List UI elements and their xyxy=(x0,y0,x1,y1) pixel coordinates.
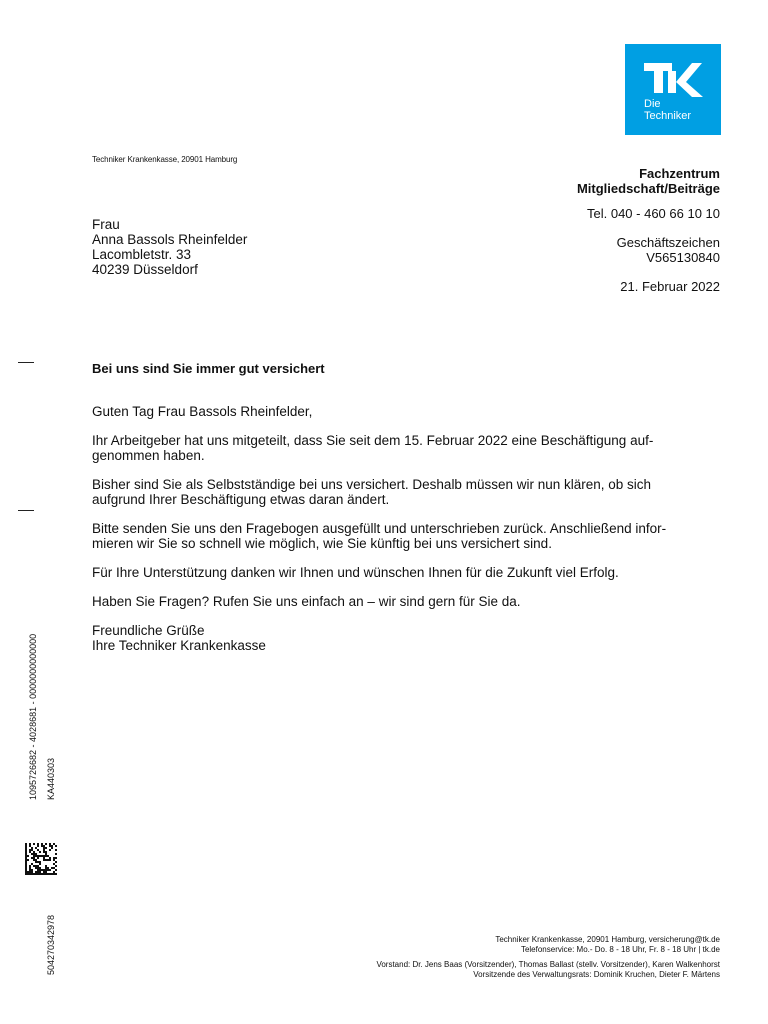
recipient-address xyxy=(92,217,247,277)
datamatrix-code xyxy=(25,843,57,875)
department-line2: Mitgliedschaft/Beiträge xyxy=(576,181,720,196)
side-code-3: 504270342978 xyxy=(46,914,56,975)
side-code-2: KA440303 xyxy=(46,757,56,800)
footer-line3: Vorstand: Dr. Jens Baas (Vorsitzender), Thomas Ballast (stellv. Vorsitzender), Karen Walkenhorst xyxy=(376,960,720,969)
reference-label: Geschäftszeichen xyxy=(616,235,720,250)
recipient-city: 40239 Düsseldorf xyxy=(92,262,198,277)
footer-board xyxy=(376,960,720,979)
footer-line2: Telefonservice: Mo.- Do. 8 - 18 Uhr, Fr. 8 - 18 Uhr | tk.de xyxy=(520,944,720,954)
fold-mark-top xyxy=(18,362,34,363)
logo-line2: Techniker xyxy=(644,110,692,122)
paragraph-1-line2: genommen haben. xyxy=(92,448,205,463)
department xyxy=(577,166,720,196)
paragraph-1-line1: Ihr Arbeitgeber hat uns mitgeteilt, dass Sie seit dem 15. Februar 2022 eine Beschäftigung auf- xyxy=(92,433,654,448)
datamatrix-code-graphic xyxy=(25,843,57,875)
closing-line2: Ihre Techniker Krankenkasse xyxy=(92,638,266,653)
letter-subject: Bei uns sind Sie immer gut versichert xyxy=(92,361,325,376)
closing-line1: Freundliche Grüße xyxy=(92,623,205,638)
footer-line1: Techniker Krankenkasse, 20901 Hamburg, versicherung@tk.de xyxy=(495,935,720,944)
recipient-name: Anna Bassols Rheinfelder xyxy=(92,232,248,247)
closing xyxy=(92,623,702,653)
paragraph-3-line2: mieren wir Sie so schnell wie möglich, wie Sie künftig bei uns versichert sind. xyxy=(92,536,552,551)
paragraph-1 xyxy=(92,433,702,463)
sender-line: Techniker Krankenkasse, 20901 Hamburg xyxy=(92,155,238,164)
recipient-street: Lacombletstr. 33 xyxy=(92,247,192,262)
paragraph-3-line1: Bitte senden Sie uns den Fragebogen ausgefüllt und unterschrieben zurück. Anschließend infor- xyxy=(92,521,667,536)
logo-line1: Die xyxy=(644,98,661,110)
recipient-salutation: Frau xyxy=(92,217,120,232)
greeting: Guten Tag Frau Bassols Rheinfelder, xyxy=(92,404,313,419)
paragraph-4: Für Ihre Unterstützung danken wir Ihnen und wünschen Ihnen für die Zukunft viel Erfolg. xyxy=(92,565,619,580)
fold-mark-middle xyxy=(18,510,34,511)
department-line1: Fachzentrum xyxy=(639,166,720,181)
paragraph-2-line2: aufgrund Ihrer Beschäftigung etwas daran ändert. xyxy=(92,492,390,507)
letter-date: 21. Februar 2022 xyxy=(620,279,720,294)
tk-logo xyxy=(625,44,721,135)
paragraph-2-line1: Bisher sind Sie als Selbstständige bei uns versichert. Deshalb müssen wir nun klären, ob sich xyxy=(92,477,652,492)
phone: Tel. 040 - 460 66 10 10 xyxy=(587,206,720,221)
footer-line4: Vorsitzende des Verwaltungsrats: Dominik Kruchen, Dieter F. Märtens xyxy=(473,969,720,979)
paragraph-5: Haben Sie Fragen? Rufen Sie uns einfach an – wir sind gern für Sie da. xyxy=(92,594,521,609)
side-code-1: 1095726682 - 4028681 - 0000000000000 xyxy=(28,633,38,800)
letter-body xyxy=(92,404,702,667)
footer-contact xyxy=(495,935,720,954)
paragraph-3 xyxy=(92,521,702,551)
reference xyxy=(617,235,720,265)
paragraph-2 xyxy=(92,477,702,507)
reference-value: V565130840 xyxy=(646,250,720,265)
